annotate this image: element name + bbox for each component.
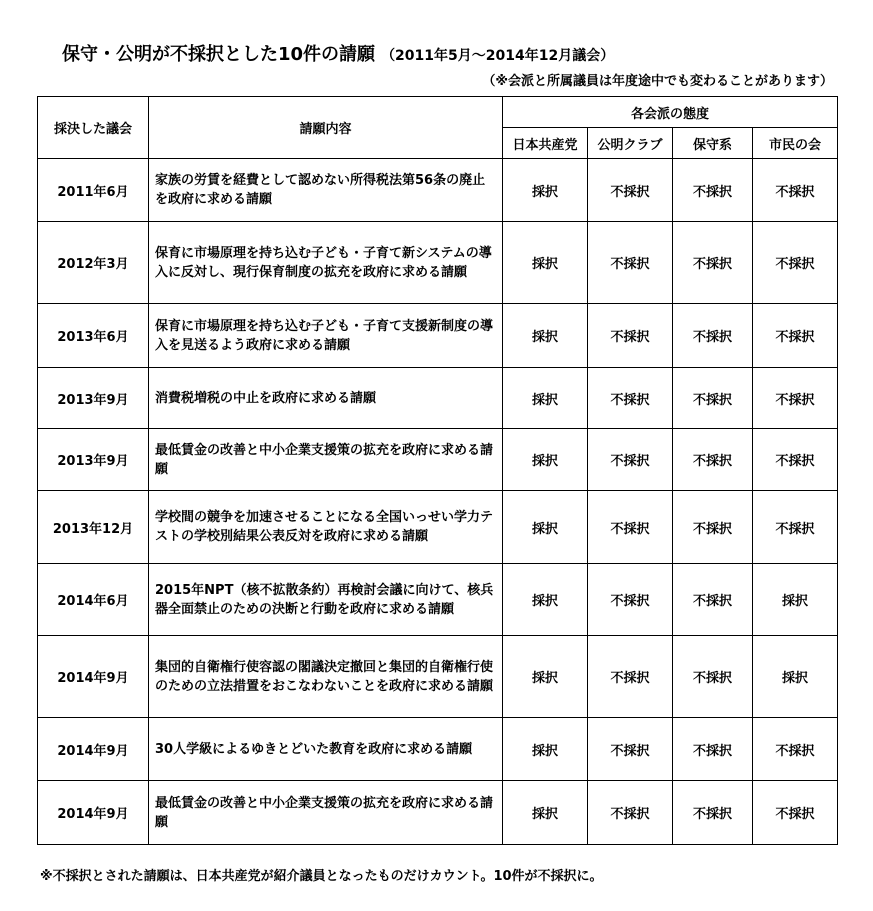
header-content: 請願内容 [149,97,503,159]
table-row [38,491,838,564]
row-content: 最低賃金の改善と中小企業支援策の拡充を政府に求める請願 [149,429,503,491]
row-stance-jcp: 採択 [503,636,588,718]
header-faction-conservative: 保守系 [673,128,753,159]
row-content: 消費税増税の中止を政府に求める請願 [149,368,503,429]
table-row [38,564,838,636]
document-title [62,40,614,66]
row-session: 2013年9月 [38,429,149,491]
row-stance-shimin: 採択 [753,564,838,636]
row-stance-shimin: 不採択 [753,368,838,429]
header-faction-jcp: 日本共産党 [503,128,588,159]
row-stance-komei: 不採択 [588,304,673,368]
row-content: 集団的自衛権行使容認の閣議決定撤回と集団的自衛権行使のための立法措置をおこなわないことを政府に求める請願 [149,636,503,718]
row-stance-shimin: 不採択 [753,491,838,564]
faction-change-note: （※会派と所属議員は年度途中でも変わることがあります） [482,74,833,89]
row-stance-conservative: 不採択 [673,491,753,564]
row-stance-komei: 不採択 [588,368,673,429]
row-stance-komei: 不採択 [588,718,673,781]
row-content: 2015年NPT（核不拡散条約）再検討会議に向けて、核兵器全面禁止のための決断と行動を政府に求める請願 [149,564,503,636]
row-stance-jcp: 採択 [503,304,588,368]
row-stance-jcp: 採択 [503,781,588,845]
row-stance-conservative: 不採択 [673,781,753,845]
header-session: 採決した議会 [38,97,149,159]
row-stance-conservative: 不採択 [673,368,753,429]
table-row [38,222,838,304]
title-text: 保守・公明が不採択とした10件の請願 [62,44,376,65]
row-stance-jcp: 採択 [503,564,588,636]
row-session: 2014年6月 [38,564,149,636]
row-stance-conservative: 不採択 [673,159,753,222]
row-session: 2012年3月 [38,222,149,304]
row-session: 2014年9月 [38,636,149,718]
row-stance-komei: 不採択 [588,222,673,304]
row-stance-shimin: 不採択 [753,304,838,368]
row-content: 保育に市場原理を持ち込む子ども・子育て新システムの導入に反対し、現行保育制度の拡充を政府に求める請願 [149,222,503,304]
row-session: 2014年9月 [38,781,149,845]
row-stance-shimin: 不採択 [753,781,838,845]
row-stance-komei: 不採択 [588,159,673,222]
row-stance-shimin: 採択 [753,636,838,718]
row-stance-shimin: 不採択 [753,718,838,781]
row-stance-conservative: 不採択 [673,222,753,304]
row-stance-komei: 不採択 [588,564,673,636]
row-stance-shimin: 不採択 [753,429,838,491]
title-period: （2011年5月～2014年12月議会） [381,48,615,64]
row-stance-shimin: 不採択 [753,222,838,304]
table-row [38,368,838,429]
row-stance-jcp: 採択 [503,368,588,429]
row-content: 家族の労賃を経費として認めない所得税法第56条の廃止を政府に求める請願 [149,159,503,222]
row-stance-komei: 不採択 [588,491,673,564]
row-stance-conservative: 不採択 [673,718,753,781]
table-row [38,304,838,368]
row-stance-jcp: 採択 [503,491,588,564]
row-stance-conservative: 不採択 [673,564,753,636]
row-stance-conservative: 不採択 [673,636,753,718]
row-stance-conservative: 不採択 [673,429,753,491]
header-faction-shimin: 市民の会 [753,128,838,159]
row-stance-shimin: 不採択 [753,159,838,222]
row-stance-conservative: 不採択 [673,304,753,368]
count-note: ※不採択とされた請願は、日本共産党が紹介議員となったものだけカウント。10件が不採択に。 [40,869,603,884]
row-stance-jcp: 採択 [503,718,588,781]
header-stance-group: 各会派の態度 [503,97,838,128]
row-stance-komei: 不採択 [588,636,673,718]
row-stance-komei: 不採択 [588,781,673,845]
header-faction-komei: 公明クラブ [588,128,673,159]
table-row [38,718,838,781]
row-content: 30人学級によるゆきとどいた教育を政府に求める請願 [149,718,503,781]
petition-table [37,96,838,845]
table-row [38,781,838,845]
row-content: 最低賃金の改善と中小企業支援策の拡充を政府に求める請願 [149,781,503,845]
row-session: 2013年6月 [38,304,149,368]
row-session: 2013年12月 [38,491,149,564]
row-stance-jcp: 採択 [503,222,588,304]
row-session: 2014年9月 [38,718,149,781]
table-row [38,429,838,491]
table-row [38,159,838,222]
row-content: 保育に市場原理を持ち込む子ども・子育て支援新制度の導入を見送るよう政府に求める請願 [149,304,503,368]
table-row [38,636,838,718]
row-session: 2013年9月 [38,368,149,429]
row-stance-komei: 不採択 [588,429,673,491]
row-stance-jcp: 採択 [503,429,588,491]
row-stance-jcp: 採択 [503,159,588,222]
row-session: 2011年6月 [38,159,149,222]
row-content: 学校間の競争を加速させることになる全国いっせい学力テストの学校別結果公表反対を政府に求める請願 [149,491,503,564]
